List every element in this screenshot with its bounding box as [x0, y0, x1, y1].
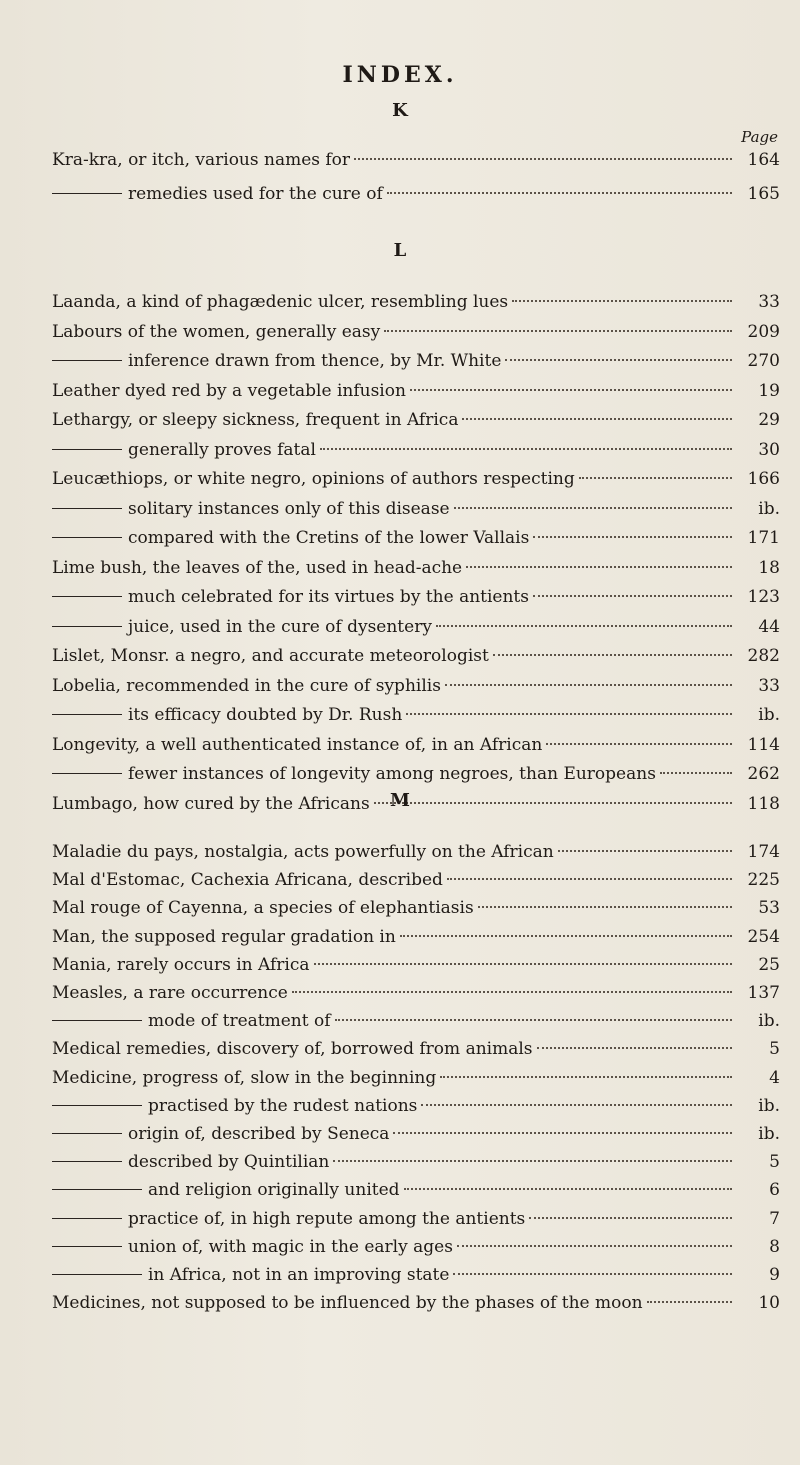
index-entry [52, 499, 780, 527]
page-number: 166 [747, 469, 780, 489]
page-number: ib. [758, 1124, 780, 1144]
page-number: 5 [769, 1039, 780, 1060]
dot-leader [579, 477, 732, 479]
dot-leader [466, 566, 732, 568]
dot-leader [445, 684, 732, 686]
index-entry [52, 410, 780, 438]
section-letter-k: K [392, 100, 408, 121]
section-letter-l: L [393, 240, 407, 261]
dot-leader [410, 389, 732, 391]
page-number: 8 [769, 1236, 780, 1257]
page-number: 254 [747, 926, 780, 947]
index-entry [52, 381, 780, 409]
entry-text: generally proves fatal [128, 439, 316, 460]
entry-text: Mal d'Estomac, Cachexia Africana, described [52, 870, 443, 891]
continuation-dash [52, 1105, 142, 1106]
page-number: 282 [747, 646, 780, 666]
index-entry [52, 292, 780, 320]
entry-text: Medical remedies, discovery of, borrowed from animals [52, 1039, 533, 1060]
page-number: 7 [769, 1208, 780, 1229]
entry-text: in Africa, not in an improving state [148, 1265, 450, 1285]
dot-leader [404, 1188, 732, 1190]
dot-leader [529, 1217, 732, 1219]
continuation-dash [52, 193, 122, 194]
page-title: INDEX. [342, 62, 458, 88]
entry-text: mode of treatment of [148, 1011, 331, 1032]
dot-leader [478, 906, 732, 908]
page-number: 53 [758, 898, 780, 919]
index-entry [52, 150, 780, 178]
entry-text: Lislet, Monsr. a negro, and accurate meteorologist [52, 646, 489, 666]
entry-text: fewer instances of longevity among negroes, than Europeans [128, 764, 656, 784]
page-number: 137 [747, 983, 780, 1003]
page-number: ib. [758, 1095, 780, 1116]
page-number: 19 [758, 380, 780, 401]
continuation-dash [52, 596, 122, 597]
index-entry [52, 983, 780, 1011]
page-number: 5 [769, 1152, 780, 1173]
entry-text: solitary instances only of this disease [128, 498, 450, 519]
page-number: 164 [747, 150, 780, 170]
entry-text: Lethargy, or sleepy sickness, frequent in Africa [52, 410, 459, 430]
index-entry [52, 898, 780, 926]
entry-text: Man, the supposed regular gradation in [52, 926, 396, 947]
continuation-dash [52, 714, 122, 715]
page-number: 165 [747, 184, 780, 204]
entry-text: Mania, rarely occurs in Africa [52, 954, 310, 975]
page-number: ib. [758, 1011, 780, 1032]
continuation-dash [52, 1161, 122, 1162]
dot-leader [505, 359, 732, 361]
page-number: 118 [747, 793, 780, 814]
index-entry [52, 1293, 780, 1321]
dot-leader [647, 1301, 732, 1303]
entry-text: much celebrated for its virtues by the antients [128, 587, 529, 607]
entry-text: Kra-kra, or itch, various names for [52, 150, 351, 170]
page-number: ib. [758, 705, 780, 725]
entry-text: Lobelia, recommended in the cure of syphilis [52, 675, 441, 696]
entry-text: Longevity, a well authenticated instance of, in an African [52, 734, 543, 755]
dot-leader [406, 713, 732, 715]
page-column-label: Page [741, 128, 778, 146]
continuation-dash [52, 360, 122, 361]
index-entry [52, 617, 780, 645]
dot-leader [454, 507, 732, 509]
page-number: 174 [747, 842, 780, 862]
entry-text: described by Quintilian [128, 1152, 330, 1173]
dot-leader [320, 448, 732, 450]
dot-leader [384, 330, 732, 332]
page-number: 9 [769, 1265, 780, 1285]
entry-text: Leather dyed red by a vegetable infusion [52, 380, 406, 401]
dot-leader [292, 991, 732, 993]
entry-text: Laanda, a kind of phagædenic ulcer, resembling lues [52, 292, 509, 312]
page-number: 270 [747, 351, 780, 371]
index-entry [52, 842, 780, 870]
continuation-dash [52, 1020, 142, 1021]
continuation-dash [52, 626, 122, 627]
entry-text: Labours of the women, generally easy [52, 321, 381, 342]
index-entry [52, 1265, 780, 1293]
index-entry [52, 322, 780, 350]
index-entry [52, 735, 780, 763]
dot-leader [393, 1132, 732, 1134]
index-entry [52, 1011, 780, 1039]
dot-leader [421, 1104, 732, 1106]
page-number: 114 [747, 734, 780, 755]
continuation-dash [52, 508, 122, 509]
index-entry [52, 440, 780, 468]
page-number: 30 [758, 439, 780, 460]
dot-leader [314, 963, 732, 965]
entry-text: Lime bush, the leaves of the, used in head-ache [52, 557, 463, 578]
entry-text: inference drawn from thence, by Mr. White [128, 351, 502, 371]
page-number: 4 [769, 1067, 780, 1088]
continuation-dash [52, 537, 122, 538]
section-letter-m: M [390, 790, 410, 811]
index-entry [52, 558, 780, 586]
entry-text: Medicines, not supposed to be influenced by the phases of the moon [52, 1293, 643, 1314]
dot-leader [387, 192, 732, 194]
entry-text: and religion originally united [148, 1180, 400, 1201]
index-entry [52, 1096, 780, 1124]
index-entry [52, 764, 780, 792]
index-entry [52, 955, 780, 983]
index-entry [52, 1124, 780, 1152]
dot-leader [457, 1245, 732, 1247]
dot-leader [558, 850, 732, 852]
page-number: 33 [758, 292, 780, 312]
entry-text: practice of, in high repute among the antients [128, 1208, 526, 1229]
page-number: 44 [758, 616, 780, 637]
dot-leader [447, 878, 732, 880]
page-number: 6 [769, 1180, 780, 1201]
entry-text: practised by the rudest nations [148, 1095, 418, 1116]
entry-text: compared with the Cretins of the lower Vallais [128, 528, 530, 548]
index-entry [52, 1237, 780, 1265]
page-number: 33 [758, 675, 780, 696]
index-entry [52, 870, 780, 898]
index-entry [52, 1180, 780, 1208]
dot-leader [462, 418, 732, 420]
dot-leader [533, 595, 732, 597]
entry-text: Maladie du pays, nostalgia, acts powerfully on the African [52, 842, 554, 862]
entry-text: Lumbago, how cured by the Africans [52, 793, 370, 814]
continuation-dash [52, 1274, 142, 1275]
continuation-dash [52, 773, 122, 774]
index-entry [52, 469, 780, 497]
index-entry [52, 705, 780, 733]
entry-text: its efficacy doubted by Dr. Rush [128, 705, 403, 725]
dot-leader [333, 1160, 732, 1162]
dot-leader [493, 654, 732, 656]
dot-leader [533, 536, 732, 538]
page-number: 10 [758, 1293, 780, 1314]
index-entry [52, 646, 780, 674]
index-entry [52, 1039, 780, 1067]
page-number: 209 [747, 321, 780, 342]
index-entry [52, 1209, 780, 1237]
index-entry [52, 587, 780, 615]
index-entry [52, 184, 780, 212]
continuation-dash [52, 1133, 122, 1134]
index-entry [52, 528, 780, 556]
index-entry [52, 1152, 780, 1180]
entry-text: union of, with magic in the early ages [128, 1236, 453, 1257]
continuation-dash [52, 1189, 142, 1190]
index-entry [52, 927, 780, 955]
entry-text: Medicine, progress of, slow in the beginning [52, 1067, 437, 1088]
dot-leader [354, 158, 732, 160]
page-number: ib. [758, 498, 780, 519]
dot-leader [512, 300, 732, 302]
entry-text: juice, used in the cure of dysentery [128, 616, 432, 637]
continuation-dash [52, 1246, 122, 1247]
page-number: 262 [747, 764, 780, 784]
dot-leader [335, 1019, 732, 1021]
dot-leader [436, 625, 732, 627]
page-number: 25 [758, 954, 780, 975]
page-number: 171 [747, 528, 780, 548]
dot-leader [660, 772, 732, 774]
entry-text: Mal rouge of Cayenna, a species of elephantiasis [52, 898, 474, 919]
dot-leader [440, 1076, 732, 1078]
page-number: 123 [747, 587, 780, 607]
dot-leader [453, 1273, 732, 1275]
entry-text: origin of, described by Seneca [128, 1124, 390, 1144]
continuation-dash [52, 1218, 122, 1219]
index-entry [52, 351, 780, 379]
page-number: 18 [758, 557, 780, 578]
dot-leader [537, 1047, 732, 1049]
index-entry [52, 676, 780, 704]
entry-text: Measles, a rare occurrence [52, 983, 288, 1003]
page-number: 29 [758, 410, 780, 430]
page-number: 225 [747, 870, 780, 891]
entry-text: remedies used for the cure of [128, 184, 383, 204]
dot-leader [546, 743, 732, 745]
index-entry [52, 1068, 780, 1096]
dot-leader [400, 935, 732, 937]
entry-text: Leucæthiops, or white negro, opinions of authors respecting [52, 469, 575, 489]
continuation-dash [52, 449, 122, 450]
